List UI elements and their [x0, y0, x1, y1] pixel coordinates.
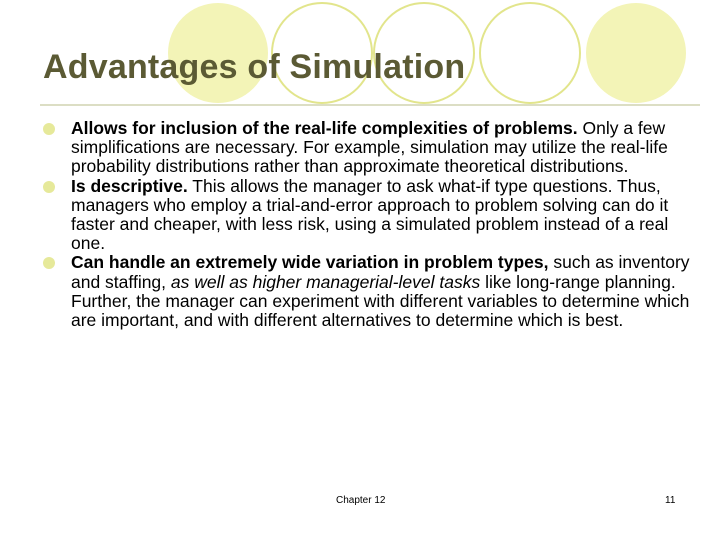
- bullet-dot-icon: [43, 257, 55, 269]
- slide-title: Advantages of Simulation: [43, 48, 466, 86]
- bullet-item: [0, 253, 691, 330]
- bullet-item: [0, 177, 691, 254]
- bullet-lead: Allows for inclusion of the real-life complexities of problems.: [71, 118, 578, 138]
- bullet-emphasis: as well as higher managerial-level tasks: [170, 271, 481, 292]
- bullet-text: Only a few simplifications are necessary. For example, simulation may utilize the real-life probability distributions rather than approximate theoretical distributions.: [71, 118, 668, 177]
- bullet-item: [0, 119, 691, 177]
- bullet-lead: Can handle an extremely wide variation in problem types,: [71, 252, 549, 273]
- bullet-tail: like long-range planning. Further, the manager can experiment with different variables to determine which are important, and with different alternatives to determine which is best.: [71, 271, 690, 331]
- bullet-dot-icon: [43, 123, 55, 135]
- bullet-list: [0, 119, 720, 330]
- bullet-text: such as inventory and staffing,: [71, 252, 690, 292]
- bullet-dot-icon: [43, 181, 55, 193]
- title-underline: [40, 104, 700, 106]
- footer-page-number: 11: [665, 495, 676, 506]
- bullet-text: This allows the manager to ask what-if type questions. Thus, managers who employ a trial-and-error approach to problem solving can do it faster and cheaper, with less risk, using a simulated problem instead of a real one.: [71, 175, 669, 254]
- bullet-lead: Is descriptive.: [71, 175, 188, 196]
- decor-circle-outline: [480, 3, 580, 103]
- footer-chapter: Chapter 12: [336, 495, 386, 506]
- decor-circle-filled: [586, 3, 686, 103]
